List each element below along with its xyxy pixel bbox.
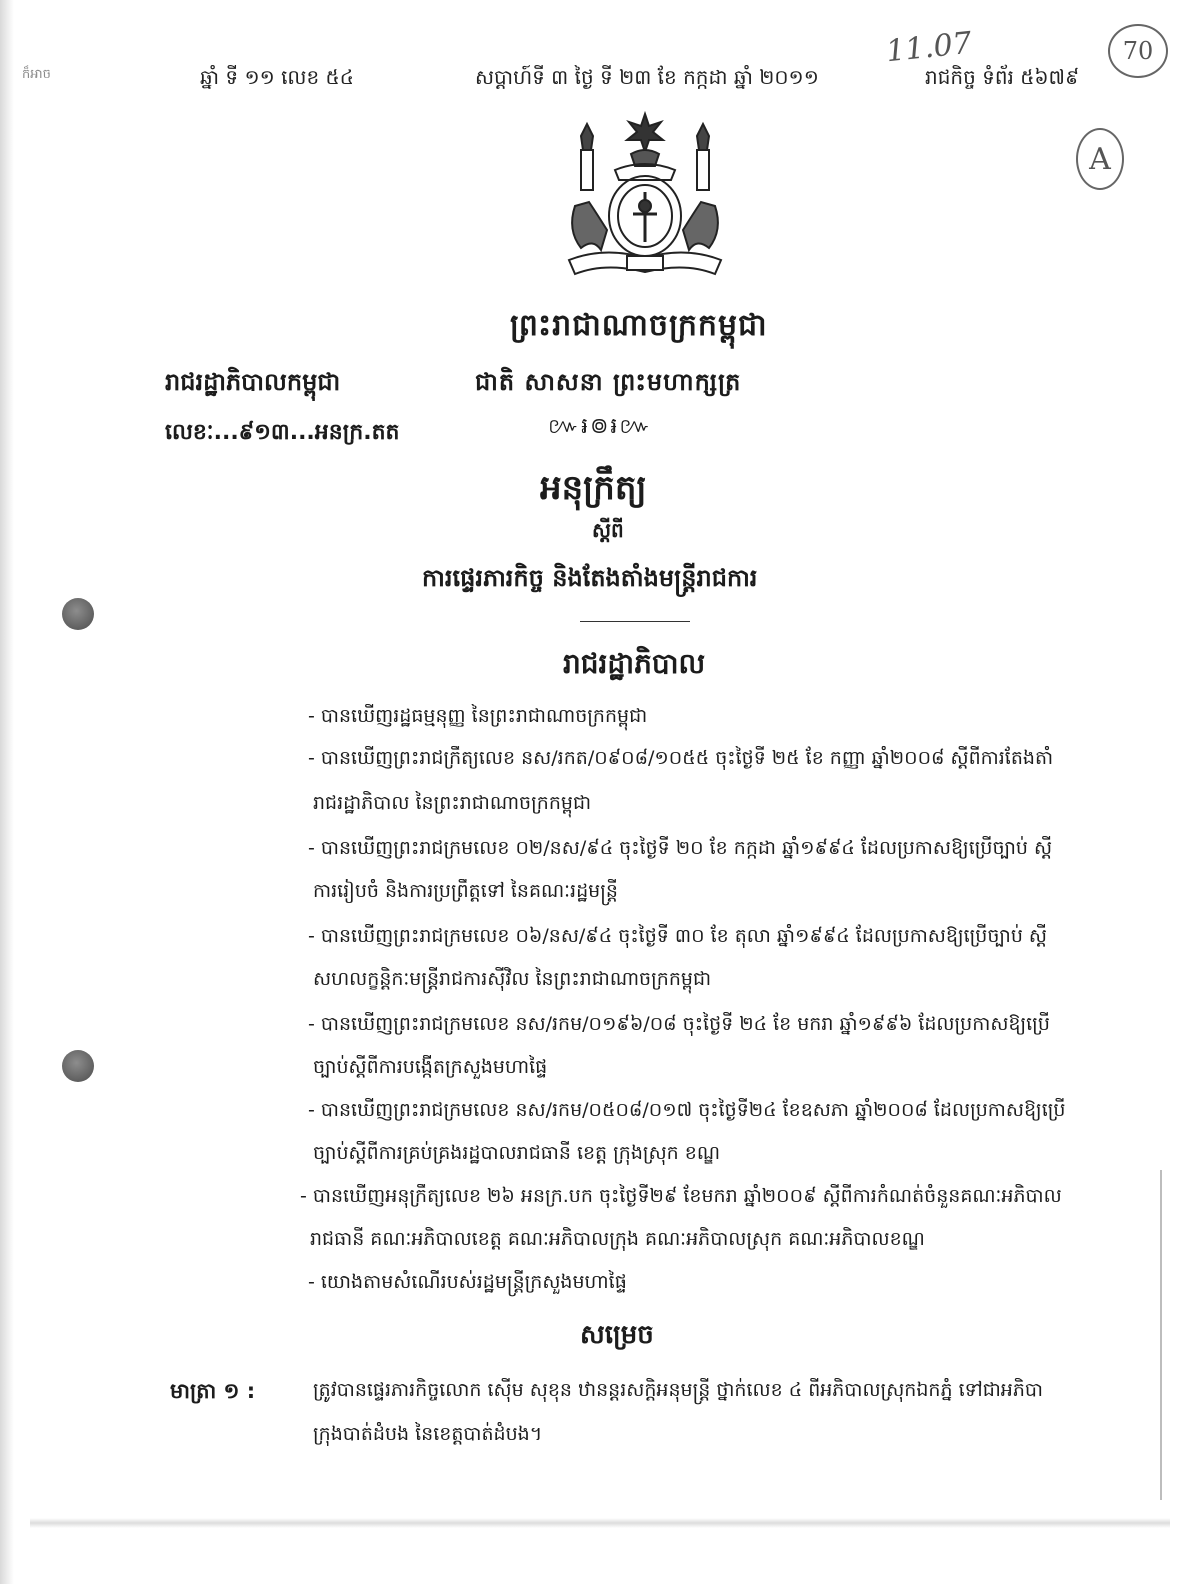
- article-text: ត្រូវបានផ្ទេរភារកិច្ចលោក ស៊ើម សុខុន ឋានន្តរសក្តិអនុមន្ត្រី ថ្នាក់លេខ ៤ ពីអភិបាលស្រុកឯកភ្នំ ទៅជាអភិបា: [313, 1379, 1044, 1401]
- consideration-line: - បានឃើញព្រះរាជក្រមលេខ ០៦/នស/៩៤ ចុះថ្ងៃទី ៣០ ខែ តុលា ឆ្នាំ១៩៩៤ ដែលប្រកាសឱ្យប្រើច្បាប់ ស្តី: [308, 925, 1048, 947]
- consideration-line-continued: ការរៀបចំ និងការប្រព្រឹត្តទៅ នៃគណៈរដ្ឋមន្ត្រី: [313, 880, 618, 902]
- ornament-divider: ៚៛៙៛៚: [548, 414, 653, 439]
- consideration-line: - បានឃើញព្រះរាជក្រមលេខ នស/រកម/០១៩៦/០៨ ចុះថ្ងៃទី ២៤ ខែ មករា ឆ្នាំ១៩៩៦ ដែលប្រកាសឱ្យប្រើ: [308, 1013, 1050, 1035]
- authority-heading: រាជរដ្ឋាភិបាល: [563, 647, 706, 680]
- handwritten-circle-note: A: [1076, 128, 1124, 190]
- article-label: មាត្រា ១ :: [170, 1379, 256, 1403]
- handwritten-reference: 11.07: [884, 25, 974, 70]
- issuer-name: រាជរដ្ឋាភិបាលកម្ពុជា: [165, 368, 341, 396]
- article-text-continued: ក្រុងបាត់ដំបង នៃខេត្តបាត់ដំបង។: [313, 1423, 543, 1445]
- decision-heading: សម្រេច: [580, 1320, 654, 1350]
- punch-hole-icon: [62, 598, 94, 630]
- kingdom-motto: ជាតិ សាសនា ព្រះមហាក្សត្រ: [475, 368, 742, 396]
- scan-rule-right: [1160, 1170, 1162, 1500]
- consideration-line-continued: រាជរដ្ឋាភិបាល នៃព្រះរាជាណាចក្រកម្ពុជា: [313, 792, 592, 814]
- gazette-date: សប្តាហ៍ទី ៣ ថ្ងៃ ទី ២៣ ខែ កក្កដា ឆ្នាំ ២០១១: [475, 65, 819, 89]
- gazette-year-issue: ឆ្នាំ ទី ១១ លេខ ៥៤: [200, 65, 354, 89]
- royal-coat-of-arms-icon: [545, 110, 745, 290]
- consideration-line: - បានឃើញរដ្ឋធម្មនុញ្ញ នៃព្រះរាជាណាចក្រកម្ពុជា: [308, 705, 648, 727]
- consideration-line: - បានឃើញព្រះរាជក្រមលេខ ០២/នស/៩៤ ចុះថ្ងៃទី ២០ ខែ កក្កដា ឆ្នាំ១៩៩៤ ដែលប្រកាសឱ្យប្រើច្បាប់ ស្តី: [308, 837, 1053, 859]
- consideration-line: - យោងតាមសំណើរបស់រដ្ឋមន្ត្រីក្រសួងមហាផ្ទៃ: [308, 1271, 627, 1293]
- handwritten-circle-note: 70: [1108, 24, 1168, 78]
- scan-shadow-bottom: [30, 1518, 1170, 1528]
- decree-number: លេខៈ...៩១៣...អនក្រ.តត: [165, 420, 400, 445]
- title-divider: [580, 621, 690, 622]
- consideration-line: - បានឃើញអនុក្រឹត្យលេខ ២៦ អនក្រ.បក ចុះថ្ងៃទី២៩ ខែមករា ឆ្នាំ២០០៩ ស្តីពីការកំណត់ចំនួនគណៈអភិបាល: [300, 1185, 1062, 1207]
- document-about: ស្តីពី: [592, 518, 624, 542]
- consideration-line: - បានឃើញព្រះរាជក្រមលេខ នស/រកម/០៥០៨/០១៧ ចុះថ្ងៃទី២៤ ខែឧសភា ឆ្នាំ២០០៨ ដែលប្រកាសឱ្យប្រើ: [308, 1099, 1066, 1121]
- margin-mark: ក៏អាច: [22, 67, 51, 82]
- punch-hole-icon: [62, 1050, 94, 1082]
- kingdom-name: ព្រះរាជាណាចក្រកម្ពុជា: [510, 308, 768, 343]
- consideration-line-continued: រាជធានី គណៈអភិបាលខេត្ត គណៈអភិបាលក្រុង គណៈអភិបាលស្រុក គណៈអភិបាលខណ្ឌ: [310, 1228, 925, 1250]
- gazette-page-number: រាជកិច្ច ទំព័រ ៥៦៧៩: [925, 65, 1080, 89]
- consideration-line-continued: សហលក្ខន្តិកៈមន្ត្រីរាជការស៊ីវិល នៃព្រះរាជាណាចក្រកម្ពុជា: [313, 968, 712, 990]
- consideration-line-continued: ច្បាប់ស្តីពីការបង្កើតក្រសួងមហាផ្ទៃ: [313, 1056, 548, 1078]
- consideration-line: - បានឃើញព្រះរាជក្រឹត្យលេខ នស/រកត/០៩០៨/១០៥៥ ចុះថ្ងៃទី ២៥ ខែ កញ្ញា ឆ្នាំ២០០៨ ស្តីពីការតែងតាំ: [308, 747, 1054, 769]
- scan-shadow-left: [0, 0, 14, 1584]
- document-type: អនុក្រឹត្យ: [540, 468, 647, 508]
- consideration-line-continued: ច្បាប់ស្តីពីការគ្រប់គ្រងរដ្ឋបាលរាជធានី ខេត្ត ក្រុងស្រុក ខណ្ឌ: [313, 1142, 721, 1164]
- document-subject: ការផ្ទេរភារកិច្ច និងតែងតាំងមន្ត្រីរាជការ: [422, 564, 758, 592]
